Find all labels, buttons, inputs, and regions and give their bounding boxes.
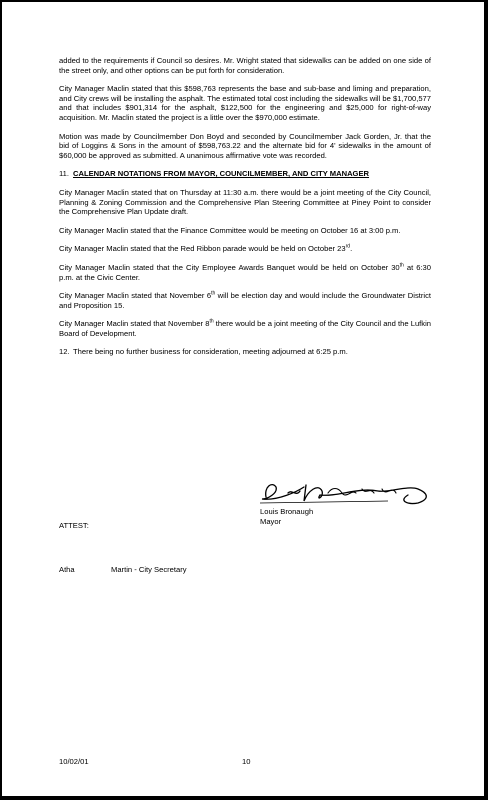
section-11-number: 11.	[59, 169, 69, 179]
section-12-number: 12.	[59, 347, 70, 357]
secretary-name-title: Martin - City Secretary	[111, 565, 187, 574]
attest-label: ATTEST:	[59, 521, 89, 530]
mayor-signature-image	[258, 477, 438, 507]
paragraph-cost-estimate: City Manager Maclin stated that this $598,763 represents the base and sub-base and liming and preparation, and City crews will be installing the asphalt. The estimated total cost including the sidewalks will be $1,700,577 and that includes $901,314 for the asphalt, $122,500 for the engineering and $25,000 for right-of-way acquisition. Mr. Maclin stated the project is a little over the $970,000 estimate.	[59, 84, 431, 122]
notation-finance-committee: City Manager Maclin stated that the Finance Committee would be meeting on October 16 at 3:00 p.m.	[59, 225, 401, 235]
section-11-heading	[59, 169, 431, 179]
notation-awards-banquet: City Manager Maclin stated that the City Employee Awards Banquet would be held on October 30th at 6:30 p.m. at the Civic Center.	[59, 262, 431, 282]
section-11-title: CALENDAR NOTATIONS FROM MAYOR, COUNCILMEMBER, AND CITY MANAGER	[73, 169, 370, 179]
notation-lufkin-board: City Manager Maclin stated that November 8th there would be a joint meeting of the City Council and the Lufkin Board of Development.	[59, 318, 431, 338]
footer-date: 10/02/01	[59, 757, 89, 766]
notation-red-ribbon: City Manager Maclin stated that the Red Ribbon parade would be held on October 23rd.	[59, 243, 353, 254]
notation-election-day: City Manager Maclin stated that November 6th will be election day and would include the Groundwater District and Proposition 15.	[59, 290, 431, 310]
city-secretary-line	[59, 565, 187, 574]
signer-title: Mayor	[260, 517, 282, 526]
minutes-body	[59, 56, 431, 357]
section-12-adjournment	[59, 347, 431, 357]
secretary-first-name: Atha	[59, 565, 75, 574]
section-12-text: There being no further business for consideration, meeting adjourned at 6:25 p.m.	[73, 347, 348, 357]
paragraph-sidewalk-options: added to the requirements if Council so desires. Mr. Wright stated that sidewalks can be added on one side of the street only, and other options can be put forth for consideration.	[59, 56, 431, 75]
document-page	[2, 2, 484, 796]
paragraph-motion: Motion was made by Councilmember Don Boyd and seconded by Councilmember Jack Gorden, Jr. that the bid of Loggins & Sons in the amount of $598,763.22 and the alternate bid for 4' sidewalks in the amount of $60,000 be approved as submitted. A unanimous affirmative vote was recorded.	[59, 131, 431, 160]
footer-page-number: 10	[242, 757, 251, 766]
signer-name: Louis Bronaugh	[260, 507, 314, 516]
notation-joint-meeting: City Manager Maclin stated that on Thursday at 11:30 a.m. there would be a joint meeting of the City Council, Planning & Zoning Commission and the Comprehensive Plan Steering Committee at Piney Point to consider the Comprehensive Plan Update draft.	[59, 187, 431, 217]
